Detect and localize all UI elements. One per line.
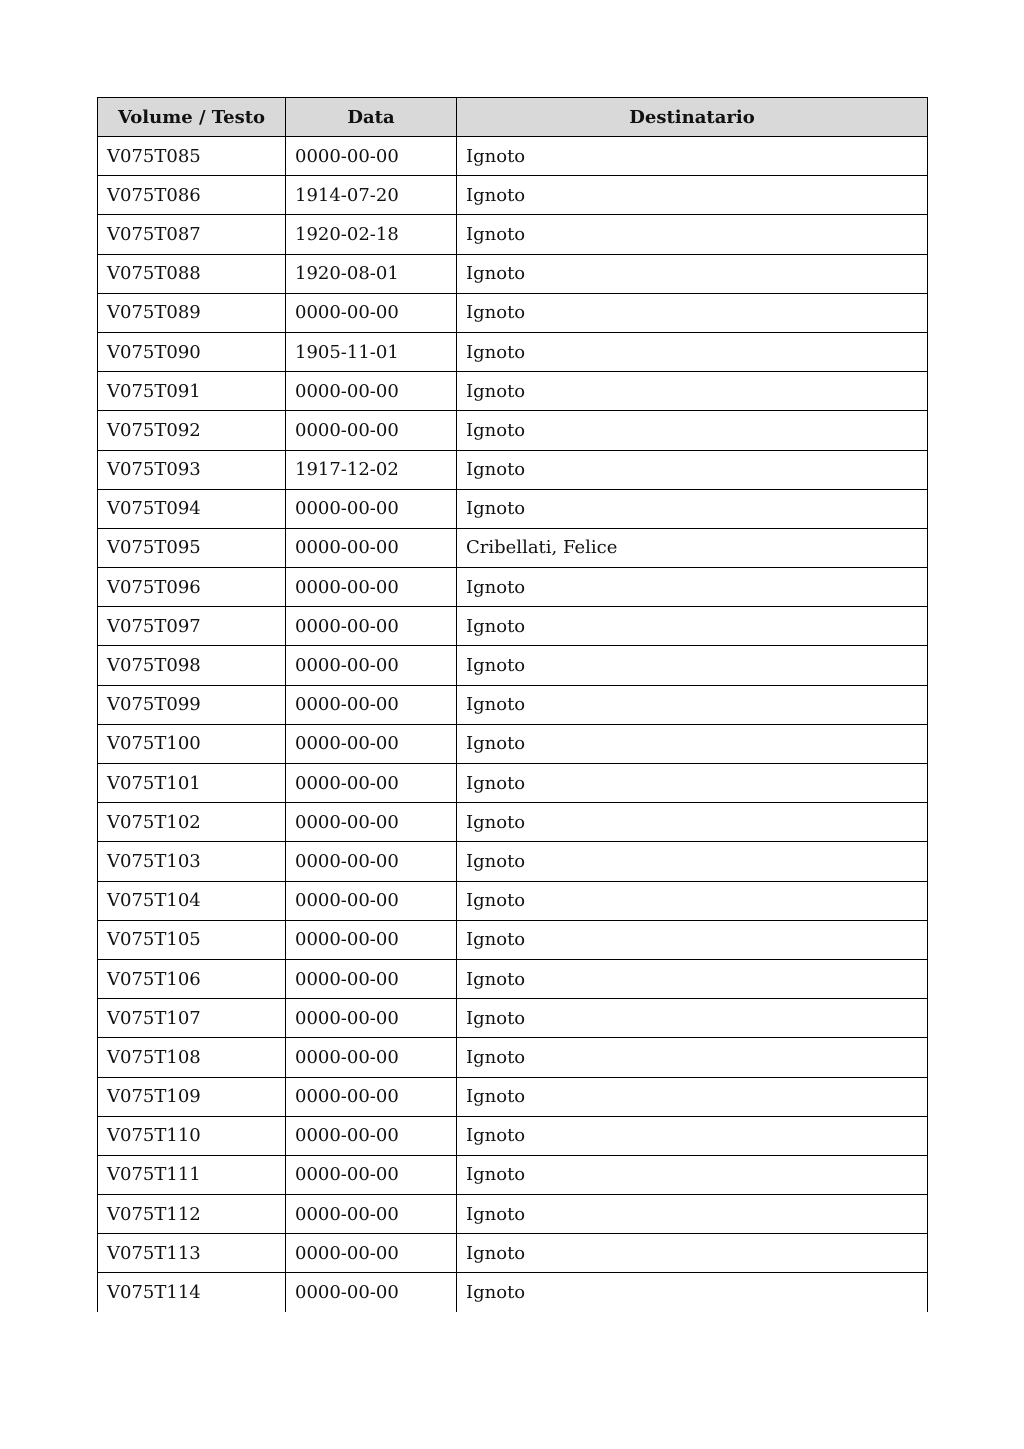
table-row: [98, 803, 928, 842]
cell-destinatario: Ignoto: [457, 176, 928, 215]
table-row: [98, 450, 928, 489]
table-row: [98, 685, 928, 724]
cell-volume-testo: V075T094: [98, 489, 286, 528]
cell-data: 0000-00-00: [286, 1234, 457, 1273]
cell-destinatario: Ignoto: [457, 1116, 928, 1155]
table-row: [98, 1155, 928, 1194]
cell-destinatario: Ignoto: [457, 489, 928, 528]
cell-destinatario: Ignoto: [457, 332, 928, 371]
cell-volume-testo: V075T085: [98, 137, 286, 176]
table-row: [98, 1077, 928, 1116]
cell-volume-testo: V075T101: [98, 764, 286, 803]
cell-data: 1905-11-01: [286, 332, 457, 371]
cell-data: 1920-02-18: [286, 215, 457, 254]
cell-destinatario: Ignoto: [457, 568, 928, 607]
table-row: [98, 215, 928, 254]
cell-destinatario: Ignoto: [457, 1155, 928, 1194]
table-row: [98, 1195, 928, 1234]
table-row: [98, 137, 928, 176]
cell-data: 0000-00-00: [286, 999, 457, 1038]
cell-data: 0000-00-00: [286, 607, 457, 646]
cell-volume-testo: V075T102: [98, 803, 286, 842]
cell-destinatario: Ignoto: [457, 607, 928, 646]
table-row: [98, 1116, 928, 1155]
cell-data: 0000-00-00: [286, 764, 457, 803]
cell-volume-testo: V075T097: [98, 607, 286, 646]
cell-volume-testo: V075T106: [98, 959, 286, 998]
table-row: [98, 411, 928, 450]
cell-volume-testo: V075T092: [98, 411, 286, 450]
cell-data: 0000-00-00: [286, 920, 457, 959]
cell-volume-testo: V075T103: [98, 842, 286, 881]
cell-data: 0000-00-00: [286, 528, 457, 567]
cell-volume-testo: V075T099: [98, 685, 286, 724]
table-row: [98, 568, 928, 607]
table-row: [98, 881, 928, 920]
table-row: [98, 332, 928, 371]
table-body: [98, 137, 928, 1313]
table-row: [98, 1234, 928, 1273]
cell-destinatario: Ignoto: [457, 254, 928, 293]
cell-data: 0000-00-00: [286, 685, 457, 724]
cell-data: 0000-00-00: [286, 293, 457, 332]
cell-volume-testo: V075T108: [98, 1038, 286, 1077]
cell-data: 0000-00-00: [286, 568, 457, 607]
cell-volume-testo: V075T086: [98, 176, 286, 215]
records-table: [97, 97, 928, 1312]
table-row: [98, 646, 928, 685]
table-row: [98, 1273, 928, 1312]
cell-volume-testo: V075T100: [98, 724, 286, 763]
cell-destinatario: Ignoto: [457, 724, 928, 763]
table-row: [98, 293, 928, 332]
header-volume-testo: Volume / Testo: [98, 98, 286, 137]
header-row: [98, 98, 928, 137]
cell-volume-testo: V075T091: [98, 372, 286, 411]
cell-volume-testo: V075T093: [98, 450, 286, 489]
cell-destinatario: Ignoto: [457, 881, 928, 920]
cell-destinatario: Ignoto: [457, 764, 928, 803]
cell-destinatario: Cribellati, Felice: [457, 528, 928, 567]
cell-destinatario: Ignoto: [457, 920, 928, 959]
cell-volume-testo: V075T112: [98, 1195, 286, 1234]
cell-volume-testo: V075T110: [98, 1116, 286, 1155]
cell-data: 1920-08-01: [286, 254, 457, 293]
cell-destinatario: Ignoto: [457, 999, 928, 1038]
cell-data: 1914-07-20: [286, 176, 457, 215]
cell-data: 0000-00-00: [286, 411, 457, 450]
cell-destinatario: Ignoto: [457, 215, 928, 254]
cell-destinatario: Ignoto: [457, 842, 928, 881]
cell-destinatario: Ignoto: [457, 1273, 928, 1312]
cell-destinatario: Ignoto: [457, 803, 928, 842]
cell-volume-testo: V075T089: [98, 293, 286, 332]
cell-data: 0000-00-00: [286, 1038, 457, 1077]
cell-volume-testo: V075T090: [98, 332, 286, 371]
table-row: [98, 1038, 928, 1077]
cell-destinatario: Ignoto: [457, 1077, 928, 1116]
cell-destinatario: Ignoto: [457, 959, 928, 998]
table-row: [98, 764, 928, 803]
cell-data: 0000-00-00: [286, 842, 457, 881]
cell-destinatario: Ignoto: [457, 1234, 928, 1273]
cell-data: 0000-00-00: [286, 1077, 457, 1116]
cell-volume-testo: V075T105: [98, 920, 286, 959]
cell-destinatario: Ignoto: [457, 1038, 928, 1077]
cell-data: 0000-00-00: [286, 1273, 457, 1312]
header-destinatario: Destinatario: [457, 98, 928, 137]
cell-data: 0000-00-00: [286, 881, 457, 920]
cell-volume-testo: V075T096: [98, 568, 286, 607]
table-row: [98, 489, 928, 528]
cell-data: 0000-00-00: [286, 137, 457, 176]
cell-destinatario: Ignoto: [457, 137, 928, 176]
cell-volume-testo: V075T109: [98, 1077, 286, 1116]
table-header: [98, 98, 928, 137]
cell-volume-testo: V075T088: [98, 254, 286, 293]
table-row: [98, 842, 928, 881]
table-row: [98, 959, 928, 998]
cell-volume-testo: V075T087: [98, 215, 286, 254]
cell-data: 0000-00-00: [286, 489, 457, 528]
cell-volume-testo: V075T098: [98, 646, 286, 685]
table-row: [98, 372, 928, 411]
cell-destinatario: Ignoto: [457, 1195, 928, 1234]
cell-volume-testo: V075T095: [98, 528, 286, 567]
cell-volume-testo: V075T113: [98, 1234, 286, 1273]
cell-volume-testo: V075T107: [98, 999, 286, 1038]
table-row: [98, 999, 928, 1038]
table-row: [98, 528, 928, 567]
cell-volume-testo: V075T114: [98, 1273, 286, 1312]
cell-data: 0000-00-00: [286, 1116, 457, 1155]
cell-data: 0000-00-00: [286, 646, 457, 685]
cell-volume-testo: V075T104: [98, 881, 286, 920]
table-row: [98, 920, 928, 959]
cell-destinatario: Ignoto: [457, 411, 928, 450]
cell-data: 0000-00-00: [286, 803, 457, 842]
cell-destinatario: Ignoto: [457, 372, 928, 411]
cell-data: 0000-00-00: [286, 1195, 457, 1234]
cell-data: 0000-00-00: [286, 372, 457, 411]
cell-data: 1917-12-02: [286, 450, 457, 489]
table-row: [98, 724, 928, 763]
table-row: [98, 607, 928, 646]
header-data: Data: [286, 98, 457, 137]
cell-data: 0000-00-00: [286, 1155, 457, 1194]
cell-destinatario: Ignoto: [457, 685, 928, 724]
cell-destinatario: Ignoto: [457, 293, 928, 332]
cell-data: 0000-00-00: [286, 959, 457, 998]
table-row: [98, 254, 928, 293]
cell-destinatario: Ignoto: [457, 646, 928, 685]
cell-volume-testo: V075T111: [98, 1155, 286, 1194]
table-row: [98, 176, 928, 215]
cell-destinatario: Ignoto: [457, 450, 928, 489]
cell-data: 0000-00-00: [286, 724, 457, 763]
